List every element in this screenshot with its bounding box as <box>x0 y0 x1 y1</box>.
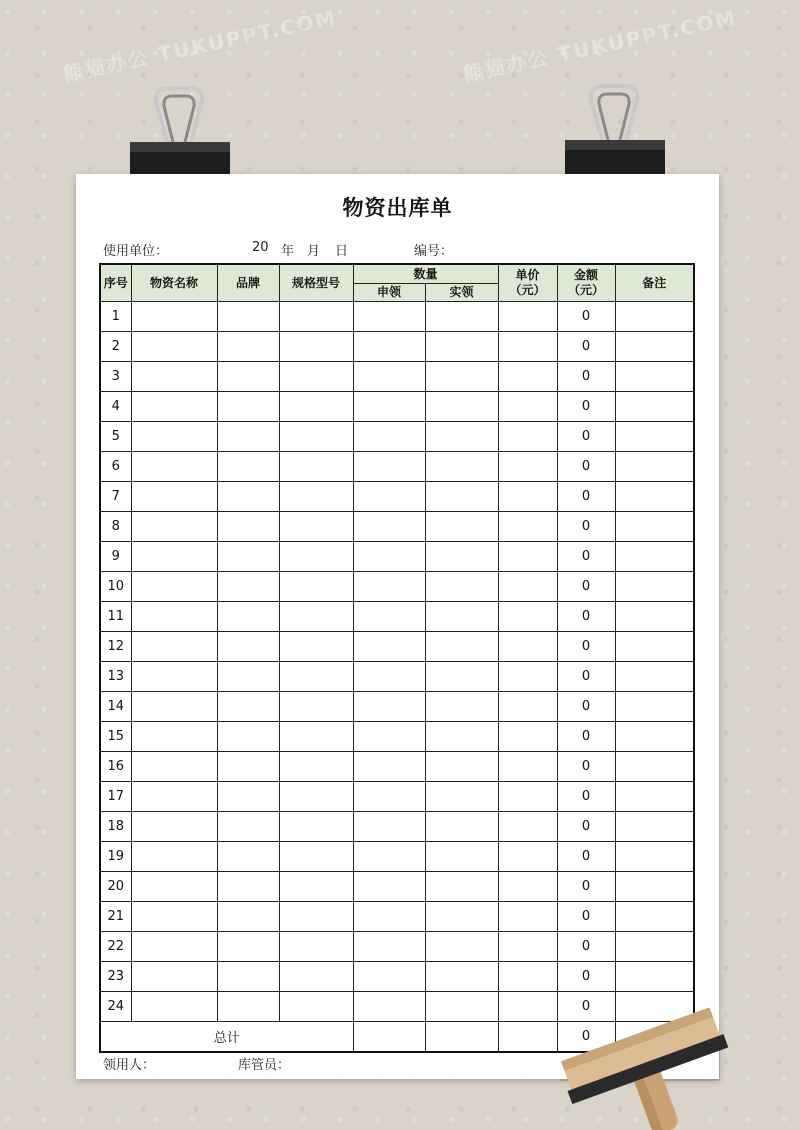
table-row <box>100 662 694 692</box>
cell-unit-price[interactable] <box>498 992 557 1022</box>
cell-spec[interactable] <box>279 452 353 482</box>
cell-qty-apply[interactable] <box>353 362 425 392</box>
watermark-text: 熊猫办公 TUKUPPT.COM <box>60 5 340 87</box>
cell-unit-price[interactable] <box>498 542 557 572</box>
cell-qty-actual[interactable] <box>425 602 498 632</box>
cell-seq: 14 <box>100 692 131 722</box>
cell-seq: 10 <box>100 572 131 602</box>
watermark-text: 熊猫办公 TUKUPPT.COM <box>460 5 740 87</box>
cell-spec[interactable] <box>279 962 353 992</box>
cell-remark[interactable] <box>615 572 694 602</box>
cell-unit-price[interactable] <box>498 752 557 782</box>
cell-name[interactable] <box>131 962 217 992</box>
cell-qty-apply[interactable] <box>353 542 425 572</box>
cell-brand[interactable] <box>217 302 279 332</box>
cell-qty-apply[interactable] <box>353 662 425 692</box>
cell-spec[interactable] <box>279 392 353 422</box>
cell-seq: 17 <box>100 782 131 812</box>
cell-spec[interactable] <box>279 992 353 1022</box>
total-cell-empty[interactable] <box>425 1022 498 1053</box>
cell-remark[interactable] <box>615 482 694 512</box>
cell-spec[interactable] <box>279 422 353 452</box>
cell-amount: 0 <box>557 332 615 362</box>
cell-amount: 0 <box>557 812 615 842</box>
cell-remark[interactable] <box>615 632 694 662</box>
cell-spec[interactable] <box>279 572 353 602</box>
cell-qty-apply[interactable] <box>353 692 425 722</box>
cell-unit-price[interactable] <box>498 512 557 542</box>
table-row <box>100 632 694 662</box>
cell-name[interactable] <box>131 362 217 392</box>
cell-qty-actual[interactable] <box>425 692 498 722</box>
cell-qty-apply[interactable] <box>353 722 425 752</box>
cell-spec[interactable] <box>279 302 353 332</box>
cell-amount: 0 <box>557 512 615 542</box>
cell-qty-actual[interactable] <box>425 512 498 542</box>
form-paper <box>76 174 719 1079</box>
receiver-label: 领用人： <box>103 1058 156 1073</box>
header-unit-price-label: 单价 <box>515 268 540 282</box>
rubber-stamp-icon <box>550 1005 740 1130</box>
cell-qty-actual[interactable] <box>425 632 498 662</box>
cell-spec[interactable] <box>279 842 353 872</box>
cell-spec[interactable] <box>279 872 353 902</box>
cell-unit-price[interactable] <box>498 662 557 692</box>
cell-seq: 22 <box>100 932 131 962</box>
cell-unit-price[interactable] <box>498 932 557 962</box>
cell-remark[interactable] <box>615 842 694 872</box>
header-seq: 序号 <box>100 264 131 302</box>
cell-qty-apply[interactable] <box>353 932 425 962</box>
cell-qty-apply[interactable] <box>353 992 425 1022</box>
cell-qty-actual[interactable] <box>425 572 498 602</box>
cell-unit-price[interactable] <box>498 392 557 422</box>
cell-remark[interactable] <box>615 782 694 812</box>
cell-qty-apply[interactable] <box>353 632 425 662</box>
cell-qty-actual[interactable] <box>425 992 498 1022</box>
cell-seq: 5 <box>100 422 131 452</box>
cell-name[interactable] <box>131 692 217 722</box>
cell-name[interactable] <box>131 482 217 512</box>
cell-brand[interactable] <box>217 482 279 512</box>
table-row <box>100 932 694 962</box>
cell-spec[interactable] <box>279 632 353 662</box>
cell-seq: 6 <box>100 452 131 482</box>
cell-name[interactable] <box>131 542 217 572</box>
cell-qty-apply[interactable] <box>353 872 425 902</box>
cell-qty-actual[interactable] <box>425 482 498 512</box>
cell-seq: 15 <box>100 722 131 752</box>
table-row <box>100 392 694 422</box>
cell-seq: 20 <box>100 872 131 902</box>
header-qty-apply: 申领 <box>353 284 425 302</box>
cell-unit-price[interactable] <box>498 302 557 332</box>
cell-brand[interactable] <box>217 422 279 452</box>
cell-name[interactable] <box>131 422 217 452</box>
cell-name[interactable] <box>131 392 217 422</box>
cell-unit-price[interactable] <box>498 722 557 752</box>
cell-remark[interactable] <box>615 722 694 752</box>
cell-name[interactable] <box>131 512 217 542</box>
cell-amount: 0 <box>557 482 615 512</box>
cell-unit-price[interactable] <box>498 422 557 452</box>
cell-spec[interactable] <box>279 932 353 962</box>
cell-name[interactable] <box>131 452 217 482</box>
cell-remark[interactable] <box>615 812 694 842</box>
cell-spec[interactable] <box>279 602 353 632</box>
cell-brand[interactable] <box>217 572 279 602</box>
cell-seq: 2 <box>100 332 131 362</box>
cell-remark[interactable] <box>615 542 694 572</box>
table-row <box>100 422 694 452</box>
table-row <box>100 572 694 602</box>
cell-brand[interactable] <box>217 902 279 932</box>
header-unit-price-unit: （元） <box>509 283 546 297</box>
cell-qty-actual[interactable] <box>425 452 498 482</box>
cell-remark[interactable] <box>615 422 694 452</box>
cell-remark[interactable] <box>615 602 694 632</box>
cell-remark[interactable] <box>615 392 694 422</box>
table-row <box>100 332 694 362</box>
cell-qty-apply[interactable] <box>353 302 425 332</box>
cell-spec[interactable] <box>279 752 353 782</box>
cell-unit-price[interactable] <box>498 602 557 632</box>
cell-brand[interactable] <box>217 392 279 422</box>
cell-name[interactable] <box>131 782 217 812</box>
cell-brand[interactable] <box>217 782 279 812</box>
cell-brand[interactable] <box>217 662 279 692</box>
cell-qty-apply[interactable] <box>353 752 425 782</box>
table-row <box>100 602 694 632</box>
cell-spec[interactable] <box>279 812 353 842</box>
cell-qty-actual[interactable] <box>425 932 498 962</box>
header-quantity: 数量 <box>353 264 498 284</box>
cell-qty-apply[interactable] <box>353 902 425 932</box>
cell-unit-price[interactable] <box>498 332 557 362</box>
cell-unit-price[interactable] <box>498 902 557 932</box>
cell-amount: 0 <box>557 422 615 452</box>
cell-remark[interactable] <box>615 302 694 332</box>
table-row <box>100 302 694 332</box>
total-amount: 0 <box>557 1022 615 1053</box>
header-name: 物资名称 <box>131 264 217 302</box>
cell-qty-actual[interactable] <box>425 722 498 752</box>
cell-unit-price[interactable] <box>498 632 557 662</box>
cell-seq: 19 <box>100 842 131 872</box>
cell-name[interactable] <box>131 842 217 872</box>
header-unit-price <box>498 264 557 302</box>
cell-brand[interactable] <box>217 602 279 632</box>
total-cell-empty[interactable] <box>498 1022 557 1053</box>
cell-unit-price[interactable] <box>498 692 557 722</box>
cell-qty-apply[interactable] <box>353 332 425 362</box>
cell-qty-actual[interactable] <box>425 362 498 392</box>
cell-qty-apply[interactable] <box>353 452 425 482</box>
cell-qty-actual[interactable] <box>425 332 498 362</box>
cell-seq: 24 <box>100 992 131 1022</box>
cell-name[interactable] <box>131 992 217 1022</box>
table-row <box>100 512 694 542</box>
cell-remark[interactable] <box>615 662 694 692</box>
cell-remark[interactable] <box>615 362 694 392</box>
cell-amount: 0 <box>557 872 615 902</box>
cell-brand[interactable] <box>217 932 279 962</box>
cell-remark[interactable] <box>615 752 694 782</box>
cell-spec[interactable] <box>279 782 353 812</box>
cell-spec[interactable] <box>279 902 353 932</box>
cell-seq: 11 <box>100 602 131 632</box>
cell-remark[interactable] <box>615 872 694 902</box>
cell-spec[interactable] <box>279 662 353 692</box>
form-title: 物资出库单 <box>342 196 453 220</box>
cell-remark[interactable] <box>615 452 694 482</box>
cell-amount: 0 <box>557 542 615 572</box>
cell-unit-price[interactable] <box>498 962 557 992</box>
cell-qty-apply[interactable] <box>353 842 425 872</box>
cell-amount: 0 <box>557 632 615 662</box>
cell-name[interactable] <box>131 812 217 842</box>
header-amount-unit: （元） <box>568 283 605 297</box>
cell-qty-apply[interactable] <box>353 602 425 632</box>
cell-qty-actual[interactable] <box>425 782 498 812</box>
cell-name[interactable] <box>131 872 217 902</box>
cell-qty-actual[interactable] <box>425 302 498 332</box>
cell-spec[interactable] <box>279 482 353 512</box>
date-month-unit: 月 <box>307 244 321 259</box>
cell-seq: 8 <box>100 512 131 542</box>
cell-qty-actual[interactable] <box>425 872 498 902</box>
cell-brand[interactable] <box>217 692 279 722</box>
cell-name[interactable] <box>131 902 217 932</box>
cell-brand[interactable] <box>217 332 279 362</box>
cell-spec[interactable] <box>279 512 353 542</box>
cell-qty-actual[interactable] <box>425 422 498 452</box>
table-row <box>100 962 694 992</box>
cell-amount: 0 <box>557 902 615 932</box>
cell-amount: 0 <box>557 572 615 602</box>
header-spec: 规格型号 <box>279 264 353 302</box>
cell-brand[interactable] <box>217 962 279 992</box>
stock-out-table <box>99 263 695 1053</box>
cell-name[interactable] <box>131 632 217 662</box>
cell-amount: 0 <box>557 752 615 782</box>
total-cell-empty[interactable] <box>353 1022 425 1053</box>
cell-brand[interactable] <box>217 722 279 752</box>
table-row <box>100 722 694 752</box>
cell-brand[interactable] <box>217 452 279 482</box>
cell-spec[interactable] <box>279 722 353 752</box>
cell-seq: 16 <box>100 752 131 782</box>
cell-qty-actual[interactable] <box>425 542 498 572</box>
header-remark: 备注 <box>615 264 694 302</box>
cell-unit-price[interactable] <box>498 572 557 602</box>
cell-name[interactable] <box>131 332 217 362</box>
cell-amount: 0 <box>557 782 615 812</box>
table-row <box>100 752 694 782</box>
header-brand: 品牌 <box>217 264 279 302</box>
header-amount <box>557 264 615 302</box>
cell-qty-apply[interactable] <box>353 962 425 992</box>
cell-amount: 0 <box>557 362 615 392</box>
cell-amount: 0 <box>557 452 615 482</box>
cell-name[interactable] <box>131 932 217 962</box>
table-row <box>100 842 694 872</box>
cell-name[interactable] <box>131 302 217 332</box>
cell-name[interactable] <box>131 572 217 602</box>
cell-seq: 18 <box>100 812 131 842</box>
table-row <box>100 452 694 482</box>
cell-spec[interactable] <box>279 362 353 392</box>
total-label: 总计 <box>100 1022 353 1053</box>
cell-amount: 0 <box>557 962 615 992</box>
cell-brand[interactable] <box>217 842 279 872</box>
cell-unit-price[interactable] <box>498 812 557 842</box>
cell-brand[interactable] <box>217 752 279 782</box>
cell-seq: 1 <box>100 302 131 332</box>
cell-amount: 0 <box>557 602 615 632</box>
cell-remark[interactable] <box>615 512 694 542</box>
date-day-unit: 日 <box>335 244 349 259</box>
cell-unit-price[interactable] <box>498 842 557 872</box>
cell-amount: 0 <box>557 392 615 422</box>
keeper-label: 库管员： <box>238 1058 291 1073</box>
cell-amount: 0 <box>557 932 615 962</box>
cell-amount: 0 <box>557 992 615 1022</box>
cell-amount: 0 <box>557 692 615 722</box>
header-qty-actual: 实领 <box>425 284 498 302</box>
table-row <box>100 902 694 932</box>
cell-qty-apply[interactable] <box>353 782 425 812</box>
cell-spec[interactable] <box>279 692 353 722</box>
table-row <box>100 812 694 842</box>
table-row <box>100 542 694 572</box>
cell-brand[interactable] <box>217 512 279 542</box>
cell-unit-price[interactable] <box>498 782 557 812</box>
cell-unit-price[interactable] <box>498 872 557 902</box>
cell-qty-apply[interactable] <box>353 572 425 602</box>
cell-name[interactable] <box>131 602 217 632</box>
cell-spec[interactable] <box>279 542 353 572</box>
cell-unit-price[interactable] <box>498 452 557 482</box>
cell-qty-apply[interactable] <box>353 482 425 512</box>
table-row <box>100 362 694 392</box>
table-row <box>100 782 694 812</box>
cell-seq: 12 <box>100 632 131 662</box>
cell-remark[interactable] <box>615 962 694 992</box>
cell-seq: 13 <box>100 662 131 692</box>
cell-brand[interactable] <box>217 542 279 572</box>
table-body <box>100 302 694 1022</box>
cell-amount: 0 <box>557 722 615 752</box>
cell-qty-actual[interactable] <box>425 842 498 872</box>
cell-qty-actual[interactable] <box>425 392 498 422</box>
cell-brand[interactable] <box>217 812 279 842</box>
cell-qty-actual[interactable] <box>425 662 498 692</box>
number-label: 编号： <box>414 244 454 259</box>
date-year: 20 <box>252 240 269 255</box>
cell-brand[interactable] <box>217 992 279 1022</box>
cell-remark[interactable] <box>615 902 694 932</box>
cell-qty-actual[interactable] <box>425 812 498 842</box>
cell-amount: 0 <box>557 842 615 872</box>
cell-brand[interactable] <box>217 632 279 662</box>
cell-name[interactable] <box>131 722 217 752</box>
unit-label: 使用单位： <box>103 244 169 259</box>
cell-name[interactable] <box>131 662 217 692</box>
cell-remark[interactable] <box>615 692 694 722</box>
cell-qty-apply[interactable] <box>353 812 425 842</box>
cell-seq: 21 <box>100 902 131 932</box>
cell-brand[interactable] <box>217 362 279 392</box>
cell-seq: 3 <box>100 362 131 392</box>
cell-seq: 9 <box>100 542 131 572</box>
table-row <box>100 872 694 902</box>
cell-amount: 0 <box>557 302 615 332</box>
cell-name[interactable] <box>131 752 217 782</box>
cell-amount: 0 <box>557 662 615 692</box>
cell-qty-actual[interactable] <box>425 962 498 992</box>
cell-unit-price[interactable] <box>498 362 557 392</box>
cell-qty-apply[interactable] <box>353 512 425 542</box>
cell-spec[interactable] <box>279 332 353 362</box>
header-amount-label: 金额 <box>574 268 599 282</box>
table-row <box>100 692 694 722</box>
cell-seq: 4 <box>100 392 131 422</box>
cell-seq: 7 <box>100 482 131 512</box>
cell-remark[interactable] <box>615 932 694 962</box>
cell-seq: 23 <box>100 962 131 992</box>
table-row <box>100 482 694 512</box>
cell-qty-apply[interactable] <box>353 422 425 452</box>
cell-qty-actual[interactable] <box>425 752 498 782</box>
cell-unit-price[interactable] <box>498 482 557 512</box>
date-year-unit: 年 <box>281 244 295 259</box>
cell-remark[interactable] <box>615 332 694 362</box>
cell-brand[interactable] <box>217 872 279 902</box>
cell-qty-actual[interactable] <box>425 902 498 932</box>
cell-qty-apply[interactable] <box>353 392 425 422</box>
